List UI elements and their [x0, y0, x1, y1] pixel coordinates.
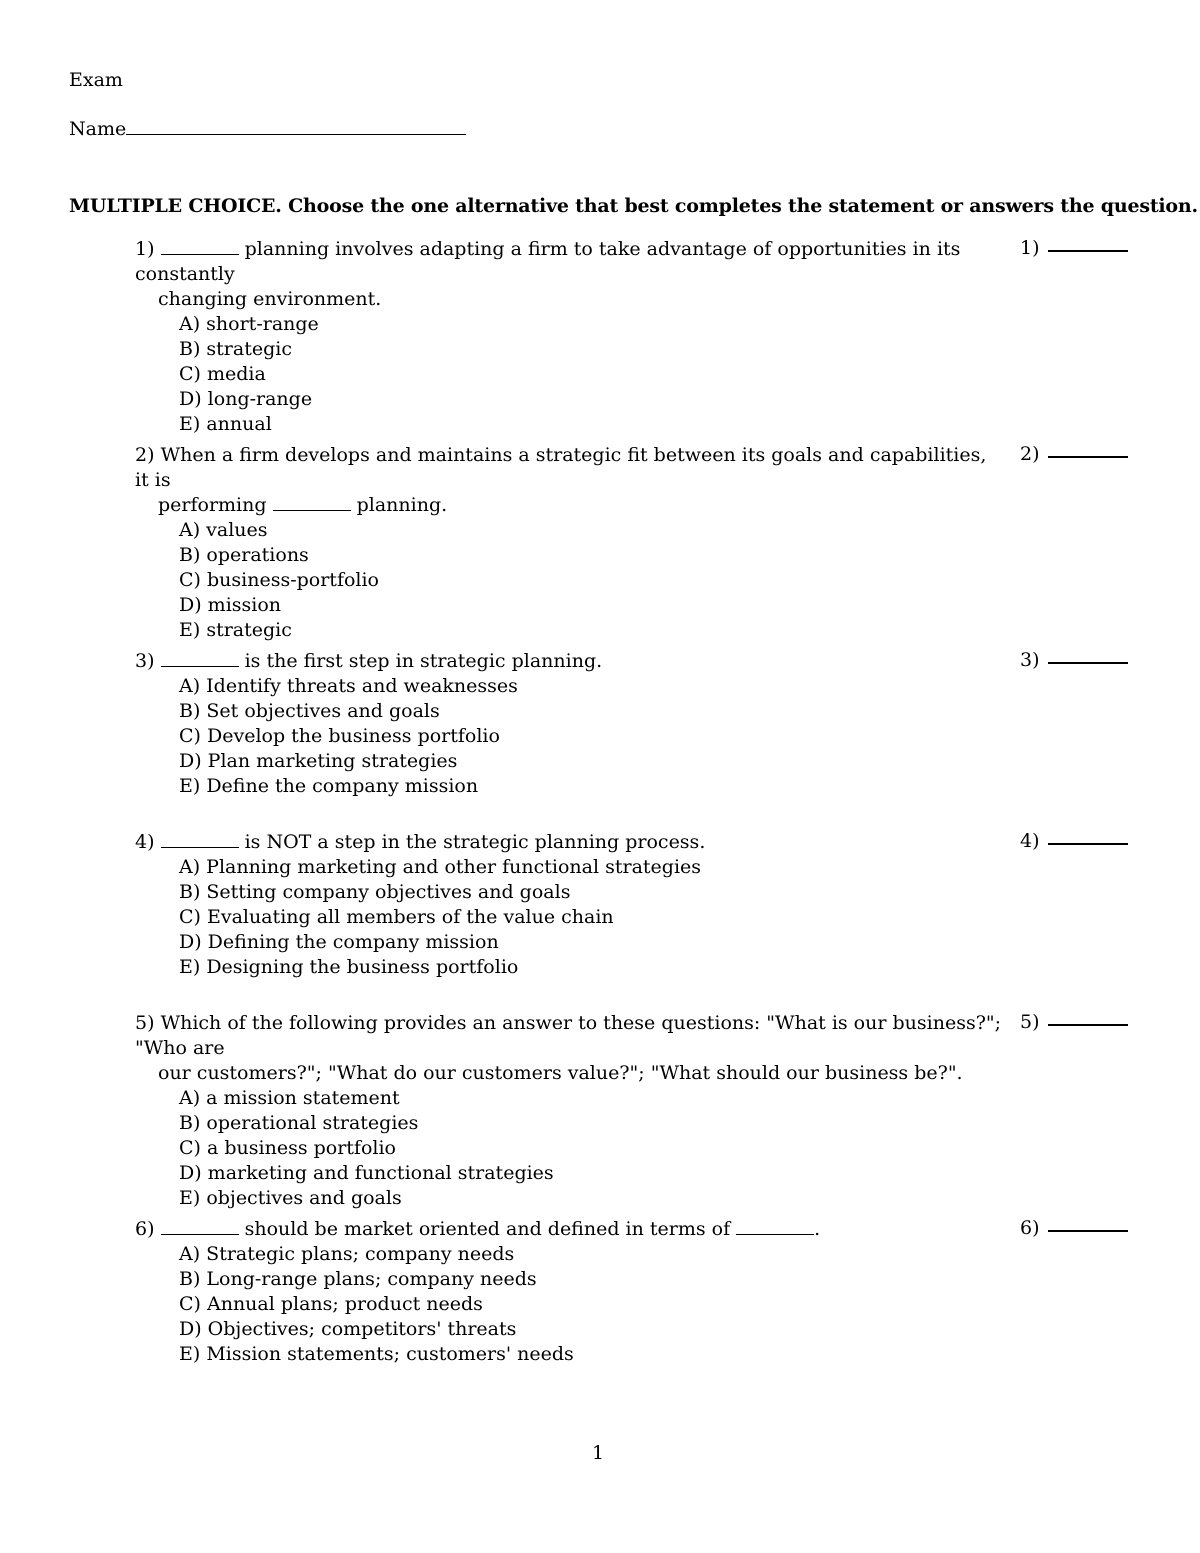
- option-e[interactable]: E) annual: [179, 413, 272, 435]
- option-b[interactable]: B) Long-range plans; company needs: [179, 1268, 537, 1290]
- question-stem: [135, 237, 1005, 312]
- answer-line[interactable]: [1048, 456, 1128, 458]
- option-a[interactable]: A) Planning marketing and other functional strategies: [179, 856, 702, 878]
- option-d[interactable]: D) mission: [179, 594, 282, 616]
- option-d[interactable]: D) Plan marketing strategies: [179, 750, 458, 772]
- option-a[interactable]: A) values: [179, 519, 268, 541]
- option-e[interactable]: E) Define the company mission: [179, 775, 479, 797]
- answer-number: 3): [1020, 649, 1040, 671]
- option-c[interactable]: C) Develop the business portfolio: [179, 725, 500, 747]
- fill-in-blank: [161, 652, 239, 667]
- stem-text-pre: performing: [158, 494, 273, 516]
- option-c[interactable]: C) media: [179, 363, 266, 385]
- option-d[interactable]: D) long-range: [179, 388, 313, 410]
- stem-continuation: our customers?"; "What do our customers value?"; "What should our business be?".: [158, 1062, 963, 1084]
- option-e[interactable]: E) Designing the business portfolio: [179, 956, 519, 978]
- option-d[interactable]: D) marketing and functional strategies: [179, 1162, 554, 1184]
- section-instructions: MULTIPLE CHOICE. Choose the one alternative that best completes the statement or answers the question.: [69, 195, 1198, 217]
- question-stem: [135, 1011, 1005, 1086]
- option-b[interactable]: B) strategic: [179, 338, 292, 360]
- question-1: [135, 237, 1135, 437]
- question-number: 3): [135, 650, 155, 672]
- option-list: [179, 674, 1135, 799]
- question-number: 4): [135, 831, 155, 853]
- option-a[interactable]: A) short-range: [179, 313, 319, 335]
- option-c[interactable]: C) business-portfolio: [179, 569, 380, 591]
- fill-in-blank: [161, 833, 239, 848]
- stem-text: When a firm develops and maintains a strategic fit between its goals and capabilities, it is: [135, 444, 987, 491]
- stem-continuation: [135, 493, 1005, 518]
- option-e[interactable]: E) Mission statements; customers' needs: [179, 1343, 574, 1365]
- option-list: [179, 855, 1135, 980]
- question-number: 6): [135, 1218, 155, 1240]
- fill-in-blank: [161, 240, 239, 255]
- option-c[interactable]: C) Annual plans; product needs: [179, 1293, 483, 1315]
- answer-number: 1): [1020, 237, 1040, 259]
- stem-text: planning involves adapting a firm to take advantage of opportunities in its constantly: [135, 238, 961, 285]
- stem-text-end: .: [814, 1218, 821, 1240]
- question-number: 1): [135, 238, 155, 260]
- stem-text: is the first step in strategic planning.: [238, 650, 603, 672]
- option-d[interactable]: D) Defining the company mission: [179, 931, 499, 953]
- stem-text-post: planning.: [350, 494, 448, 516]
- option-e[interactable]: E) strategic: [179, 619, 292, 641]
- answer-line[interactable]: [1048, 1230, 1128, 1232]
- option-b[interactable]: B) operations: [179, 544, 309, 566]
- name-label: Name: [69, 118, 127, 140]
- answer-line[interactable]: [1048, 1024, 1128, 1026]
- option-list: [179, 1086, 1135, 1211]
- option-e[interactable]: E) objectives and goals: [179, 1187, 402, 1209]
- stem-text: Which of the following provides an answer to these questions: "What is our business?"; "Who are: [135, 1012, 1002, 1059]
- fill-in-blank: [273, 496, 351, 511]
- answer-line[interactable]: [1048, 843, 1128, 845]
- answer-line[interactable]: [1048, 250, 1128, 252]
- name-field-line[interactable]: [126, 118, 466, 135]
- option-a[interactable]: A) a mission statement: [179, 1087, 400, 1109]
- question-stem: [135, 649, 1005, 674]
- fill-in-blank: [161, 1220, 239, 1235]
- option-d[interactable]: D) Objectives; competitors' threats: [179, 1318, 517, 1340]
- question-number: 5): [135, 1012, 155, 1034]
- question-stem: [135, 443, 1005, 518]
- question-6: [135, 1217, 1135, 1367]
- option-a[interactable]: A) Identify threats and weaknesses: [179, 675, 518, 697]
- question-3: [135, 649, 1135, 799]
- answer-line[interactable]: [1048, 662, 1128, 664]
- option-list: [179, 1242, 1135, 1367]
- name-row: [69, 118, 466, 140]
- option-list: [179, 312, 1135, 437]
- option-a[interactable]: A) Strategic plans; company needs: [179, 1243, 515, 1265]
- answer-number: 6): [1020, 1217, 1040, 1239]
- option-b[interactable]: B) Setting company objectives and goals: [179, 881, 571, 903]
- answer-number: 4): [1020, 830, 1040, 852]
- option-c[interactable]: C) Evaluating all members of the value chain: [179, 906, 614, 928]
- option-c[interactable]: C) a business portfolio: [179, 1137, 396, 1159]
- option-list: [179, 518, 1135, 643]
- stem-text: should be market oriented and defined in terms of: [238, 1218, 737, 1240]
- option-b[interactable]: B) operational strategies: [179, 1112, 419, 1134]
- question-stem: [135, 830, 1005, 855]
- answer-number: 5): [1020, 1011, 1040, 1033]
- question-number: 2): [135, 444, 155, 466]
- question-5: [135, 1011, 1135, 1211]
- question-stem: [135, 1217, 1005, 1242]
- option-b[interactable]: B) Set objectives and goals: [179, 700, 440, 722]
- exam-title: Exam: [69, 69, 123, 91]
- page-number: 1: [592, 1442, 605, 1464]
- fill-in-blank: [736, 1220, 814, 1235]
- question-2: [135, 443, 1135, 643]
- stem-continuation: changing environment.: [158, 288, 382, 310]
- stem-text: is NOT a step in the strategic planning process.: [238, 831, 706, 853]
- answer-number: 2): [1020, 443, 1040, 465]
- question-4: [135, 830, 1135, 980]
